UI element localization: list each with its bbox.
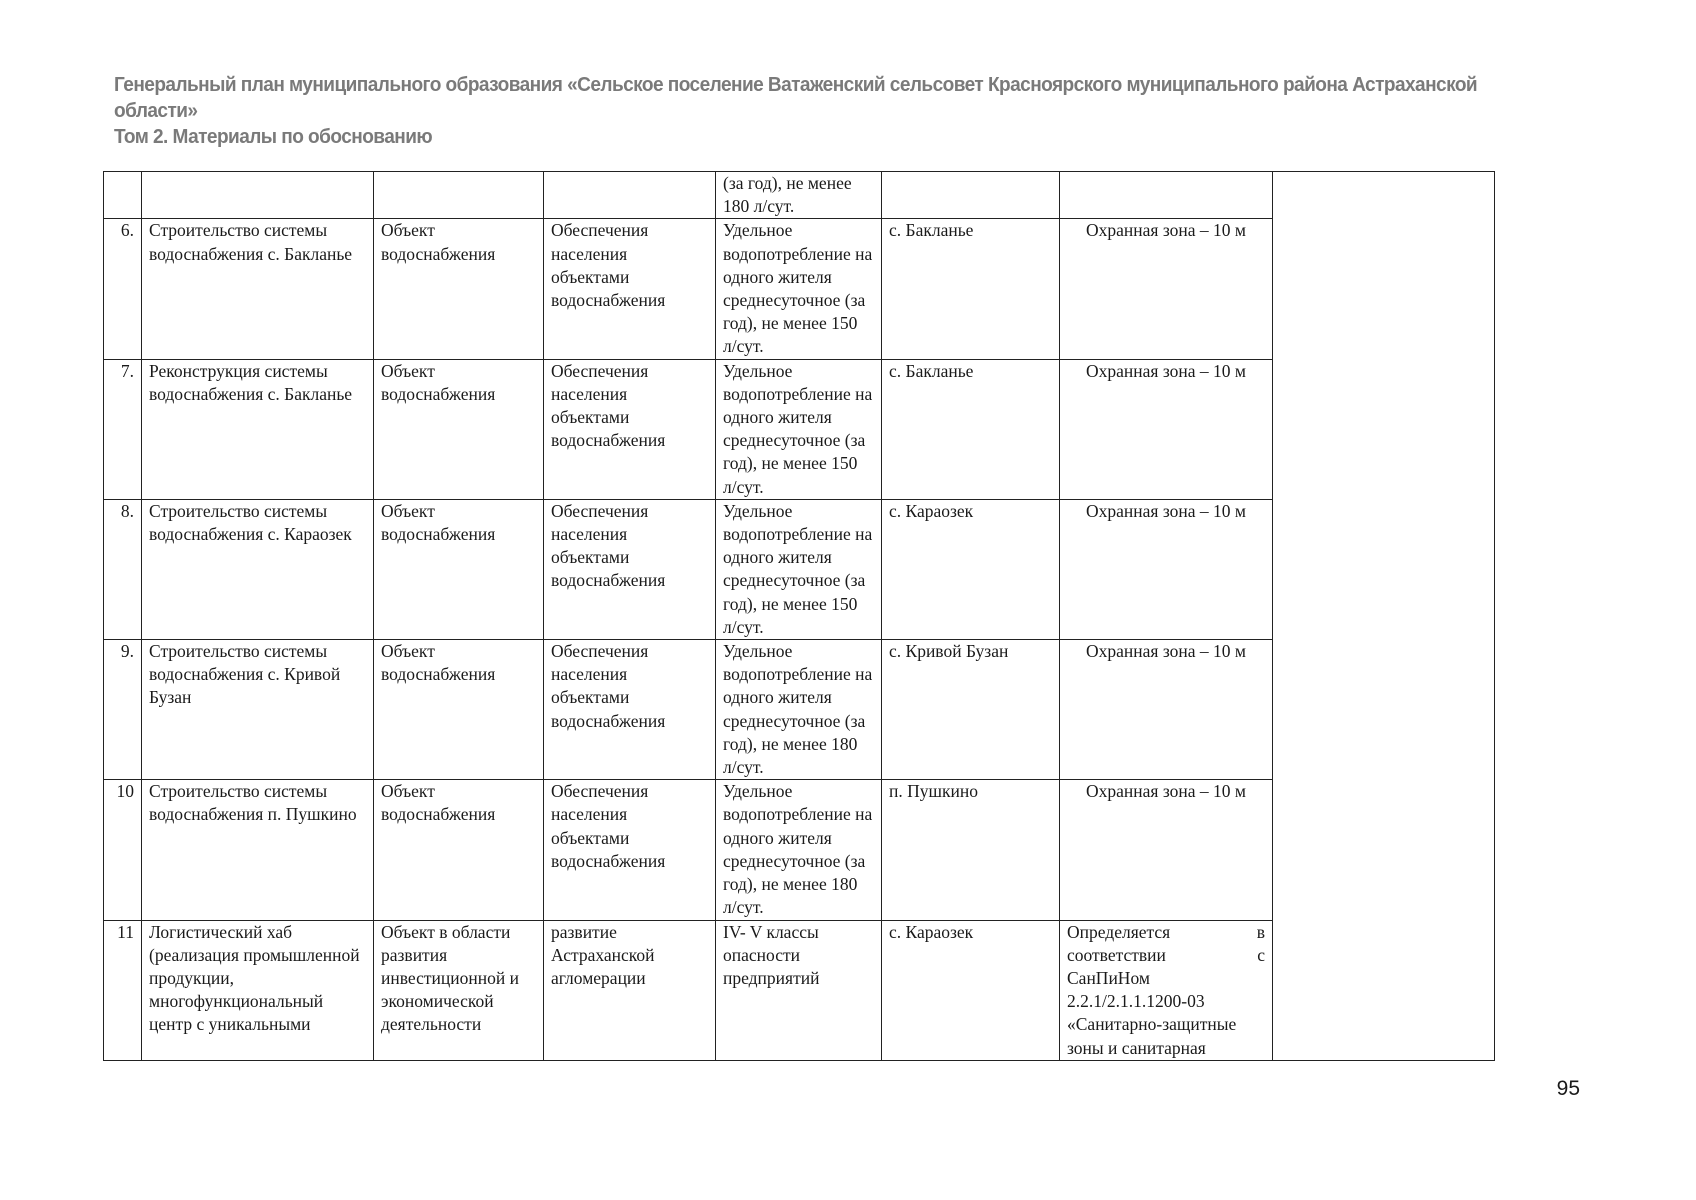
cell-characteristic: Удельное водопотребление на одного жителя среднесуточное (за год), не менее 150 л/сут. (716, 359, 882, 499)
document-header (114, 72, 1490, 150)
cell-num (104, 172, 142, 219)
cell-characteristic: Удельное водопотребление на одного жителя среднесуточное (за год), не менее 180 л/сут. (716, 780, 882, 920)
cell-goal: Обеспечения населения объектами водоснабжения (544, 359, 716, 499)
header-title: Генеральный план муниципального образования «Сельское поселение Ватаженский сельсовет Красноярского муниципального района Астраханской области» (114, 73, 1478, 122)
cell-zone: Охранная зона – 10 м (1060, 780, 1273, 920)
cell-num: 9. (104, 640, 142, 780)
cell-goal (544, 172, 716, 219)
cell-num: 10 (104, 780, 142, 920)
cell-zone: Охранная зона – 10 м (1060, 640, 1273, 780)
cell-num: 6. (104, 219, 142, 359)
cell-goal: Обеспечения населения объектами водоснабжения (544, 219, 716, 359)
cell-zone: Охранная зона – 10 м (1060, 219, 1273, 359)
cell-zone: Определяется в соответствии с СанПиНом 2.2.1/2.1.1.1200-03 «Санитарно-защитные зоны и санитарная (1060, 920, 1273, 1060)
cell-location: с. Караозек (882, 920, 1060, 1060)
table-row-continuation (104, 172, 1495, 219)
cell-name: Реконструкция системы водоснабжения с. Бакланье (142, 359, 374, 499)
cell-type: Объект в области развития инвестиционной и экономической деятельности (374, 920, 544, 1060)
cell-name: Строительство системы водоснабжения с. Кривой Бузан (142, 640, 374, 780)
cell-characteristic: IV- V классы опасности предприятий (716, 920, 882, 1060)
cell-num: 8. (104, 499, 142, 639)
cell-characteristic: Удельное водопотребление на одного жителя среднесуточное (за год), не менее 150 л/сут. (716, 499, 882, 639)
cell-goal: развитие Астраханской агломерации (544, 920, 716, 1060)
header-subtitle: Том 2. Материалы по обоснованию (114, 125, 433, 148)
cell-location (882, 172, 1060, 219)
cell-characteristic: Удельное водопотребление на одного жителя среднесуточное (за год), не менее 150 л/сут. (716, 219, 882, 359)
cell-num: 7. (104, 359, 142, 499)
cell-type: Объект водоснабжения (374, 359, 544, 499)
cell-empty-column (1273, 172, 1495, 1061)
cell-characteristic: Удельное водопотребление на одного жителя среднесуточное (за год), не менее 180 л/сут. (716, 640, 882, 780)
cell-location: с. Бакланье (882, 359, 1060, 499)
cell-name: Строительство системы водоснабжения с. Караозек (142, 499, 374, 639)
cell-type: Объект водоснабжения (374, 780, 544, 920)
cell-type (374, 172, 544, 219)
cell-type: Объект водоснабжения (374, 219, 544, 359)
cell-location: п. Пушкино (882, 780, 1060, 920)
cell-name: Логистический хаб (реализация промышленной продукции, многофункциональный центр с уникальными (142, 920, 374, 1060)
cell-type: Объект водоснабжения (374, 499, 544, 639)
cell-location: с. Кривой Бузан (882, 640, 1060, 780)
cell-name: Строительство системы водоснабжения п. Пушкино (142, 780, 374, 920)
cell-zone: Охранная зона – 10 м (1060, 499, 1273, 639)
cell-location: с. Бакланье (882, 219, 1060, 359)
cell-goal: Обеспечения населения объектами водоснабжения (544, 780, 716, 920)
objects-table (103, 171, 1495, 1061)
cell-name (142, 172, 374, 219)
cell-zone: Охранная зона – 10 м (1060, 359, 1273, 499)
objects-table-body (104, 172, 1495, 1061)
cell-goal: Обеспечения населения объектами водоснабжения (544, 640, 716, 780)
cell-goal: Обеспечения населения объектами водоснабжения (544, 499, 716, 639)
cell-characteristic: (за год), не менее 180 л/сут. (716, 172, 882, 219)
cell-type: Объект водоснабжения (374, 640, 544, 780)
cell-zone (1060, 172, 1273, 219)
cell-name: Строительство системы водоснабжения с. Бакланье (142, 219, 374, 359)
page-number: 95 (1556, 1077, 1580, 1100)
cell-location: с. Караозек (882, 499, 1060, 639)
cell-num: 11 (104, 920, 142, 1060)
